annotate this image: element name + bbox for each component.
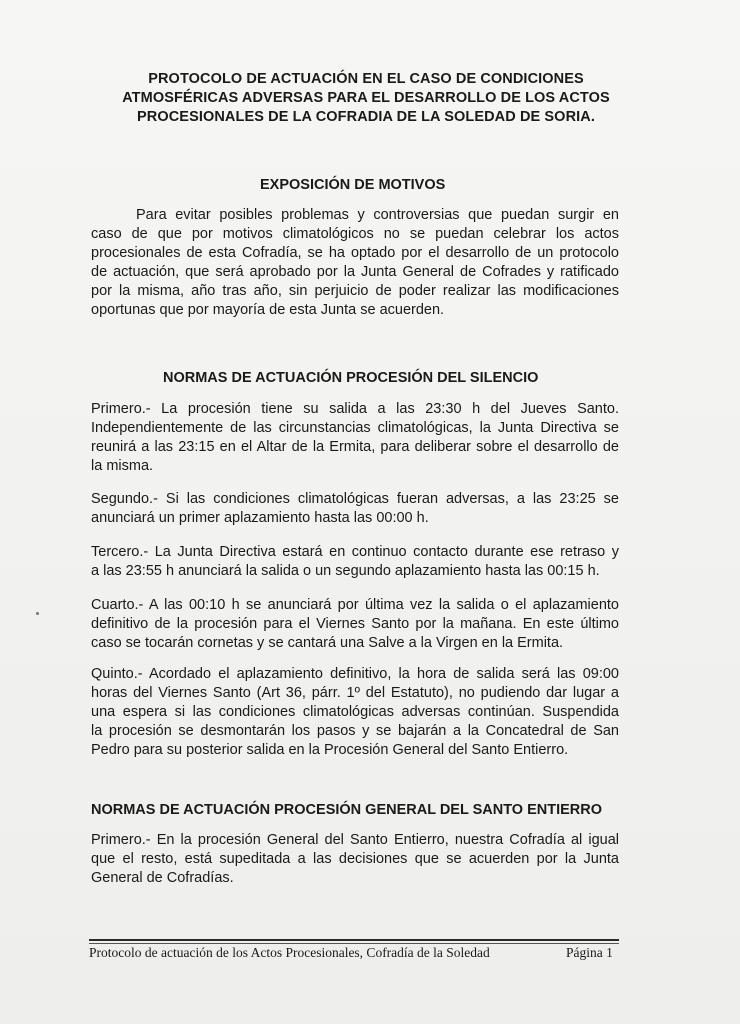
paragraph-silencio-segundo — [91, 490, 619, 528]
paragraph-entierro-primero — [91, 831, 619, 888]
section-heading-silencio: NORMAS DE ACTUACIÓN PROCESIÓN DEL SILENCIO — [163, 370, 539, 386]
text-line: Independientemente de las circunstancias climatológicas, la Junta Directiva se — [91, 420, 619, 436]
footer-divider-thin — [89, 943, 619, 944]
text-line: una espera si las condiciones climatológicas adversas continúan. Suspendida — [91, 704, 619, 720]
text-line: la misma. — [91, 458, 154, 474]
text-line: Quinto.- Acordado el aplazamiento definitivo, la hora de salida será las 09:00 — [91, 666, 619, 682]
text-line: de actuación, que será aprobado por la Junta General de Cofrades y ratificado — [91, 264, 619, 280]
section-heading-motivos: EXPOSICIÓN DE MOTIVOS — [260, 177, 446, 193]
text-line: la procesión se desmontarán los pasos y se bajarán a la Concatedral de San — [91, 723, 619, 739]
section-heading-entierro: NORMAS DE ACTUACIÓN PROCESIÓN GENERAL DEL SANTO ENTIERRO — [91, 802, 603, 818]
text-line: Primero.- La procesión tiene su salida a las 23:30 h del Jueves Santo. — [91, 401, 619, 417]
scan-speck — [36, 612, 39, 615]
text-line: caso de que por motivos climatológicos no se puedan celebrar los actos — [91, 226, 619, 242]
text-line: a las 23:55 h anunciará la salida o un segundo aplazamiento hasta las 00:15 h. — [91, 563, 600, 579]
paragraph-silencio-quinto — [91, 665, 619, 760]
text-line: Tercero.- La Junta Directiva estará en continuo contacto durante ese retraso y — [91, 544, 619, 560]
text-line: Cuarto.- A las 00:10 h se anunciará por última vez la salida o el aplazamiento — [91, 597, 619, 613]
text-line: Para evitar posibles problemas y controversias que puedan surgir en — [136, 207, 619, 223]
title-line: ATMOSFÉRICAS ADVERSAS PARA EL DESARROLLO DE LOS ACTOS — [122, 90, 610, 106]
text-line: procesionales de esta Cofradía, se ha optado por el desarrollo de un protocolo — [91, 245, 619, 261]
footer-document-name: Protocolo de actuación de los Actos Procesionales, Cofradía de la Soledad — [89, 945, 490, 960]
text-line: oportunas que por mayoría de esta Junta se acuerden. — [91, 302, 445, 318]
text-line: Segundo.- Si las condiciones climatológicas fueran adversas, a las 23:25 se — [91, 491, 619, 507]
text-line: definitivo de la procesión para el Viernes Santo por la mañana. En este último — [91, 616, 619, 632]
footer-divider — [89, 939, 619, 941]
paragraph-silencio-tercero — [91, 543, 619, 581]
paragraph-silencio-cuarto — [91, 596, 619, 653]
text-line: que el resto, está supeditada a las decisiones que se acuerden por la Junta — [91, 851, 619, 867]
text-line: anunciará un primer aplazamiento hasta las 00:00 h. — [91, 510, 429, 526]
text-line: reunirá a las 23:15 en el Altar de la Ermita, para deliberar sobre el desarrollo de — [91, 439, 619, 455]
text-line: horas del Viernes Santo (Art 36, párr. 1º del Estatuto), no pudiendo dar lugar a — [91, 685, 619, 701]
text-line: caso se tocarán cornetas y se cantará una Salve a la Virgen en la Ermita. — [91, 635, 564, 651]
footer-page-number: Página 1 — [566, 945, 613, 960]
document-title — [96, 70, 636, 127]
text-line: Primero.- En la procesión General del Santo Entierro, nuestra Cofradía al igual — [91, 832, 619, 848]
paragraph-motivos — [91, 206, 619, 320]
text-line: Pedro para su posterior salida en la Procesión General del Santo Entierro. — [91, 742, 569, 758]
text-line: General de Cofradías. — [91, 870, 234, 886]
title-line: PROTOCOLO DE ACTUACIÓN EN EL CASO DE CONDICIONES — [148, 71, 584, 87]
text-line: por la misma, año tras año, sin perjuicio de poder realizar las modificaciones — [91, 283, 619, 299]
paragraph-silencio-primero — [91, 400, 619, 476]
title-line: PROCESIONALES DE LA COFRADIA DE LA SOLEDAD DE SORIA. — [137, 109, 595, 125]
